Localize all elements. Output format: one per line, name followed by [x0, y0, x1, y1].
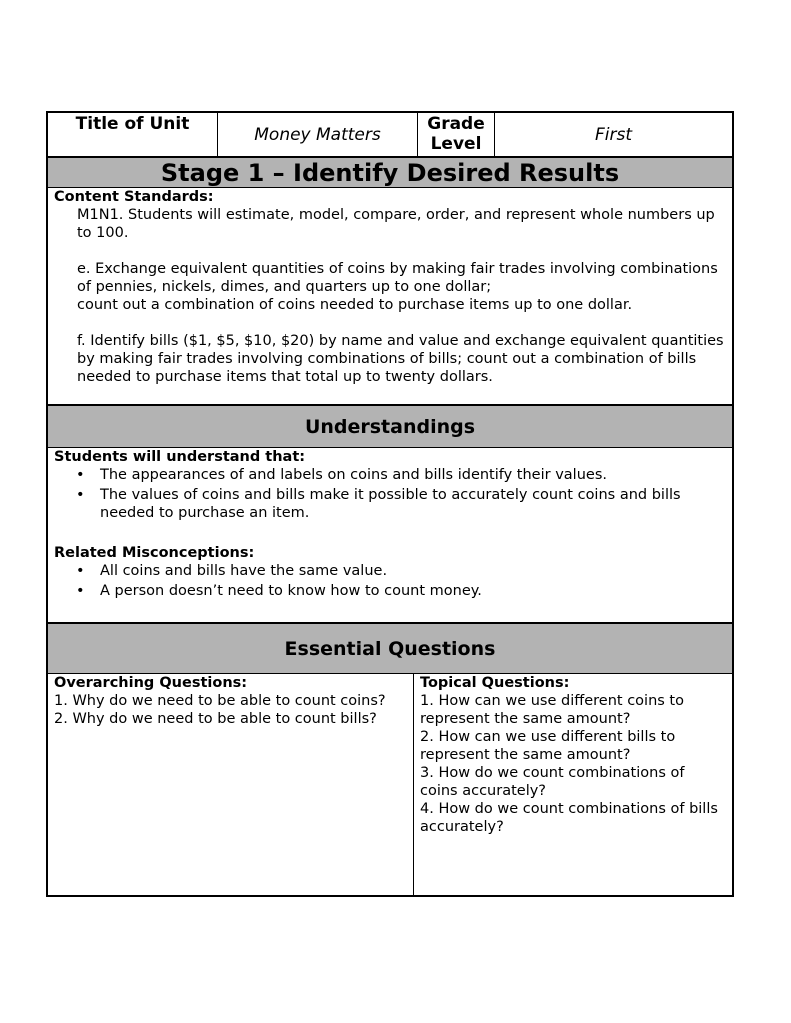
- understandings-list: [54, 466, 726, 522]
- misconceptions-list: [54, 562, 726, 600]
- overarching-label: Overarching Questions:: [54, 675, 248, 691]
- essential-questions-section: [48, 673, 732, 895]
- standard-e-part1: e. Exchange equivalent quantities of coins by making fair trades involving combinations of pennies, nickels, dimes, and quarters up to one dollar;: [77, 261, 718, 295]
- unit-plan-table: [46, 111, 734, 897]
- content-standards-section: [48, 187, 732, 404]
- standard-e: [54, 260, 726, 314]
- overarching-questions: [48, 674, 414, 895]
- topical-label: Topical Questions:: [420, 675, 570, 691]
- grade-level-value: First: [494, 113, 732, 156]
- stage1-heading: Stage 1 – Identify Desired Results: [48, 156, 732, 187]
- list-item: • All coins and bills have the same value.: [54, 562, 726, 580]
- list-item: • A person doesn’t need to know how to count money.: [54, 582, 726, 600]
- content-standards-label: Content Standards:: [54, 189, 214, 205]
- grade-label-line2: Level: [430, 134, 482, 154]
- misconceptions-label: Related Misconceptions:: [54, 545, 255, 561]
- list-item: 4. How do we count combinations of bills accurately?: [420, 801, 718, 835]
- list-item: 2. How can we use different bills to represent the same amount?: [420, 729, 676, 763]
- understandings-section: [48, 447, 732, 622]
- list-item: • The appearances of and labels on coins and bills identify their values.: [54, 466, 726, 484]
- standard-m1n1: M1N1. Students will estimate, model, compare, order, and represent whole numbers up to 100.: [77, 207, 715, 241]
- standard-f: f. Identify bills ($1, $5, $10, $20) by name and value and exchange equivalent quantities by making fair trades involving combinations of bills; count out a combination of bills needed to purchase items that total up to twenty dollars.: [77, 333, 724, 385]
- understand-label: Students will understand that:: [54, 449, 306, 465]
- grade-label-line1: Grade: [427, 114, 485, 134]
- list-item: 1. Why do we need to be able to count coins?: [54, 693, 386, 709]
- list-item: 2. Why do we need to be able to count bills?: [54, 711, 377, 727]
- list-item: • The values of coins and bills make it possible to accurately count coins and bills needed to purchase an item.: [54, 486, 726, 522]
- title-of-unit-label: Title of Unit: [75, 114, 190, 134]
- list-item: 1. How can we use different coins to represent the same amount?: [420, 693, 684, 727]
- grade-level-label: [417, 113, 494, 156]
- header-row: [48, 113, 732, 156]
- understandings-heading: Understandings: [48, 404, 732, 447]
- topical-questions: [414, 674, 732, 895]
- list-item: 3. How do we count combinations of coins accurately?: [420, 765, 685, 799]
- standard-e-part2: count out a combination of coins needed to purchase items up to one dollar.: [77, 297, 633, 313]
- unit-title: Money Matters: [217, 113, 417, 156]
- essential-questions-heading: Essential Questions: [48, 622, 732, 673]
